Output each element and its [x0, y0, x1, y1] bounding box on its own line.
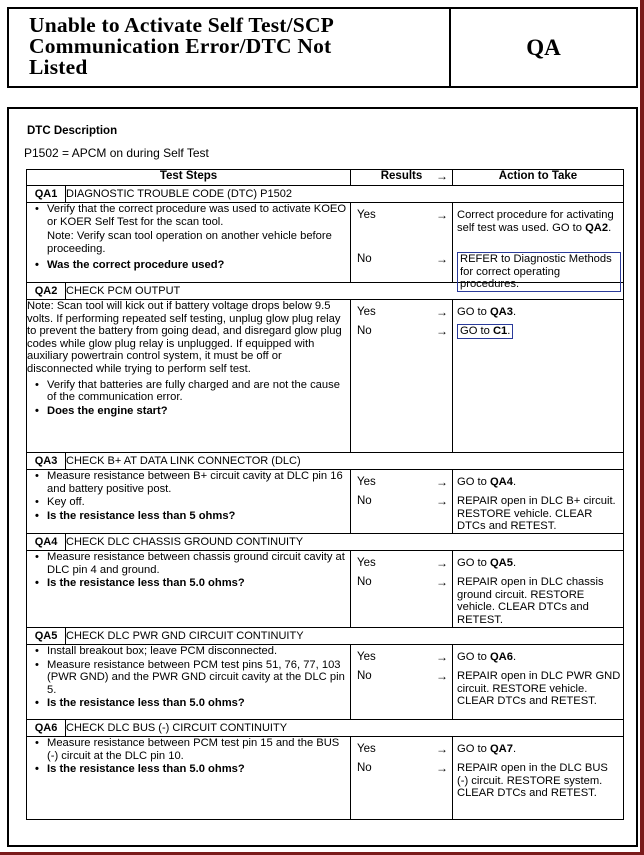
arrow-icon: →: [436, 494, 448, 508]
step-body-row: [27, 203, 624, 283]
section-code: QA: [526, 34, 561, 60]
dtc-entry: P1502 = APCM on during Self Test: [24, 146, 209, 160]
step-actions: GO to QA3. GO to C1.: [453, 300, 624, 453]
step-results: Yes → No →: [351, 645, 453, 720]
arrow-icon: →: [436, 305, 448, 319]
arrow-icon: →: [436, 650, 448, 664]
arrow-icon: →: [436, 169, 448, 183]
step-body-row: [27, 737, 624, 820]
step-actions: GO to QA6. REPAIR open in DLC PWR GND circuit. RESTORE vehicle. CLEAR DTCs and RETEST.: [453, 645, 624, 720]
step-results: Yes → No →: [351, 737, 453, 820]
step-results: Yes → No →: [351, 300, 453, 453]
col-header-action: Action to Take: [453, 170, 624, 186]
col-header-test-steps: Test Steps: [27, 170, 351, 186]
step-instructions: • Measure resistance between chassis ground circuit cavity at DLC pin 4 and ground. • Is the resistance less than 5.0 ohms?: [27, 551, 351, 628]
arrow-icon: →: [436, 742, 448, 756]
test-steps-table: [26, 169, 624, 820]
step-instructions: • Measure resistance between PCM test pin 15 and the BUS (-) circuit at the DLC pin 10. • Is the resistance less than 5.0 ohms?: [27, 737, 351, 820]
step-code: QA3: [27, 453, 66, 470]
step-code: QA6: [27, 720, 66, 737]
arrow-icon: →: [436, 208, 448, 222]
step-reference: QA2: [585, 221, 609, 234]
page-title: Unable to Activate Self Test/SCP Communication Error/DTC Not Listed: [9, 9, 451, 86]
step-body-row: [27, 470, 624, 534]
step-code: QA1: [27, 186, 66, 203]
step-note: Note: Scan tool will kick out if battery voltage drops below 9.5 volts. If performing repeated self testing, unplug glow plug relay to prevent the battery from going dead, and disregard glow plug codes while glow plug relay is unplugged. If equipped with auxiliary powertrain control system, it must be off or disconnected while trying to perform self test.: [27, 300, 342, 375]
step-title: CHECK PCM OUTPUT: [66, 283, 624, 300]
step-question: Does the engine start?: [47, 404, 168, 417]
step-title: DIAGNOSTIC TROUBLE CODE (DTC) P1502: [66, 186, 624, 203]
arrow-icon: →: [436, 761, 448, 775]
step-header-row: [27, 186, 624, 203]
arrow-icon: →: [436, 669, 448, 683]
step-question: Was the correct procedure used?: [47, 259, 225, 272]
step-header-row: [27, 453, 624, 470]
step-reference: QA3: [489, 306, 513, 318]
step-body-row: [27, 300, 624, 453]
step-instructions: • Verify that the correct procedure was used to activate KOEO or KOER Self Test for the scan tool. Note: Verify scan tool operation on another vehicle before proceeding. • Was the correct procedure used?: [27, 203, 351, 283]
step-title: CHECK DLC PWR GND CIRCUIT CONTINUITY: [66, 628, 624, 645]
window-frame-edge: [640, 0, 644, 855]
page-header: [7, 7, 638, 88]
step-reference: QA4: [489, 476, 513, 488]
step-body-row: [27, 645, 624, 720]
step-note: Note: Verify scan tool operation on another vehicle before proceeding.: [47, 230, 332, 255]
col-header-results: Results →: [351, 170, 453, 186]
step-instructions: • Measure resistance between B+ circuit cavity at DLC pin 16 and battery positive post. • Key off. • Is the resistance less than 5 ohms?: [27, 470, 351, 534]
step-question: Is the resistance less than 5.0 ohms?: [47, 697, 245, 710]
step-results: Yes → No →: [351, 470, 453, 534]
step-actions: GO to QA4. REPAIR open in DLC B+ circuit. RESTORE vehicle. CLEAR DTCs and RETEST.: [453, 470, 624, 534]
step-body-row: [27, 551, 624, 628]
step-instructions: • Install breakout box; leave PCM disconnected. • Measure resistance between PCM test pins 51, 76, 77, 103 (PWR GND) and the PWR GND circuit cavity at the DLC pin 5. • Is the resistance less than 5.0 ohms?: [27, 645, 351, 720]
step-header-row: [27, 628, 624, 645]
step-header-row: [27, 534, 624, 551]
step-title: CHECK B+ AT DATA LINK CONNECTOR (DLC): [66, 453, 624, 470]
procedure-box: [7, 107, 638, 847]
step-actions: Correct procedure for activating self test was used. GO to QA2. REFER to Diagnostic Methods for correct operating procedures.: [453, 203, 624, 283]
step-question: Is the resistance less than 5.0 ohms?: [47, 577, 245, 590]
table-header-row: [27, 170, 624, 186]
step-reference: QA7: [489, 743, 513, 755]
step-actions: GO to QA7. REPAIR open in the DLC BUS (-) circuit. RESTORE system. CLEAR DTCs and RETEST.: [453, 737, 624, 820]
step-code: QA4: [27, 534, 66, 551]
dtc-description-heading: DTC Description: [27, 125, 118, 137]
step-title: CHECK DLC CHASSIS GROUND CONTINUITY: [66, 534, 624, 551]
step-reference: QA6: [489, 651, 513, 663]
step-results: Yes → No →: [351, 203, 453, 283]
step-question: Is the resistance less than 5 ohms?: [47, 509, 236, 522]
step-question: Is the resistance less than 5.0 ohms?: [47, 763, 245, 776]
arrow-icon: →: [436, 575, 448, 589]
arrow-icon: →: [436, 252, 448, 266]
arrow-icon: →: [436, 475, 448, 489]
step-title: CHECK DLC BUS (-) CIRCUIT CONTINUITY: [66, 720, 624, 737]
step-instructions: Note: Scan tool will kick out if battery voltage drops below 9.5 volts. If performing repeated self testing, unplug glow plug relay to prevent the battery from going dead, and disregard glow plug codes while glow plug relay is unplugged. If equipped with auxiliary powertrain control system, it must be off or disconnected while trying to perform self test. • Verify that batteries are fully charged and are not the cause of the communication error. • Does the engine start?: [27, 300, 351, 453]
arrow-icon: →: [436, 324, 448, 338]
step-code: QA5: [27, 628, 66, 645]
step-actions: GO to QA5. REPAIR open in DLC chassis ground circuit. RESTORE vehicle. CLEAR DTCs and RETEST.: [453, 551, 624, 628]
step-code: QA2: [27, 283, 66, 300]
arrow-icon: →: [436, 556, 448, 570]
step-reference: QA5: [489, 557, 513, 569]
step-header-row: [27, 720, 624, 737]
step-results: Yes → No →: [351, 551, 453, 628]
step-reference: C1: [492, 325, 508, 337]
